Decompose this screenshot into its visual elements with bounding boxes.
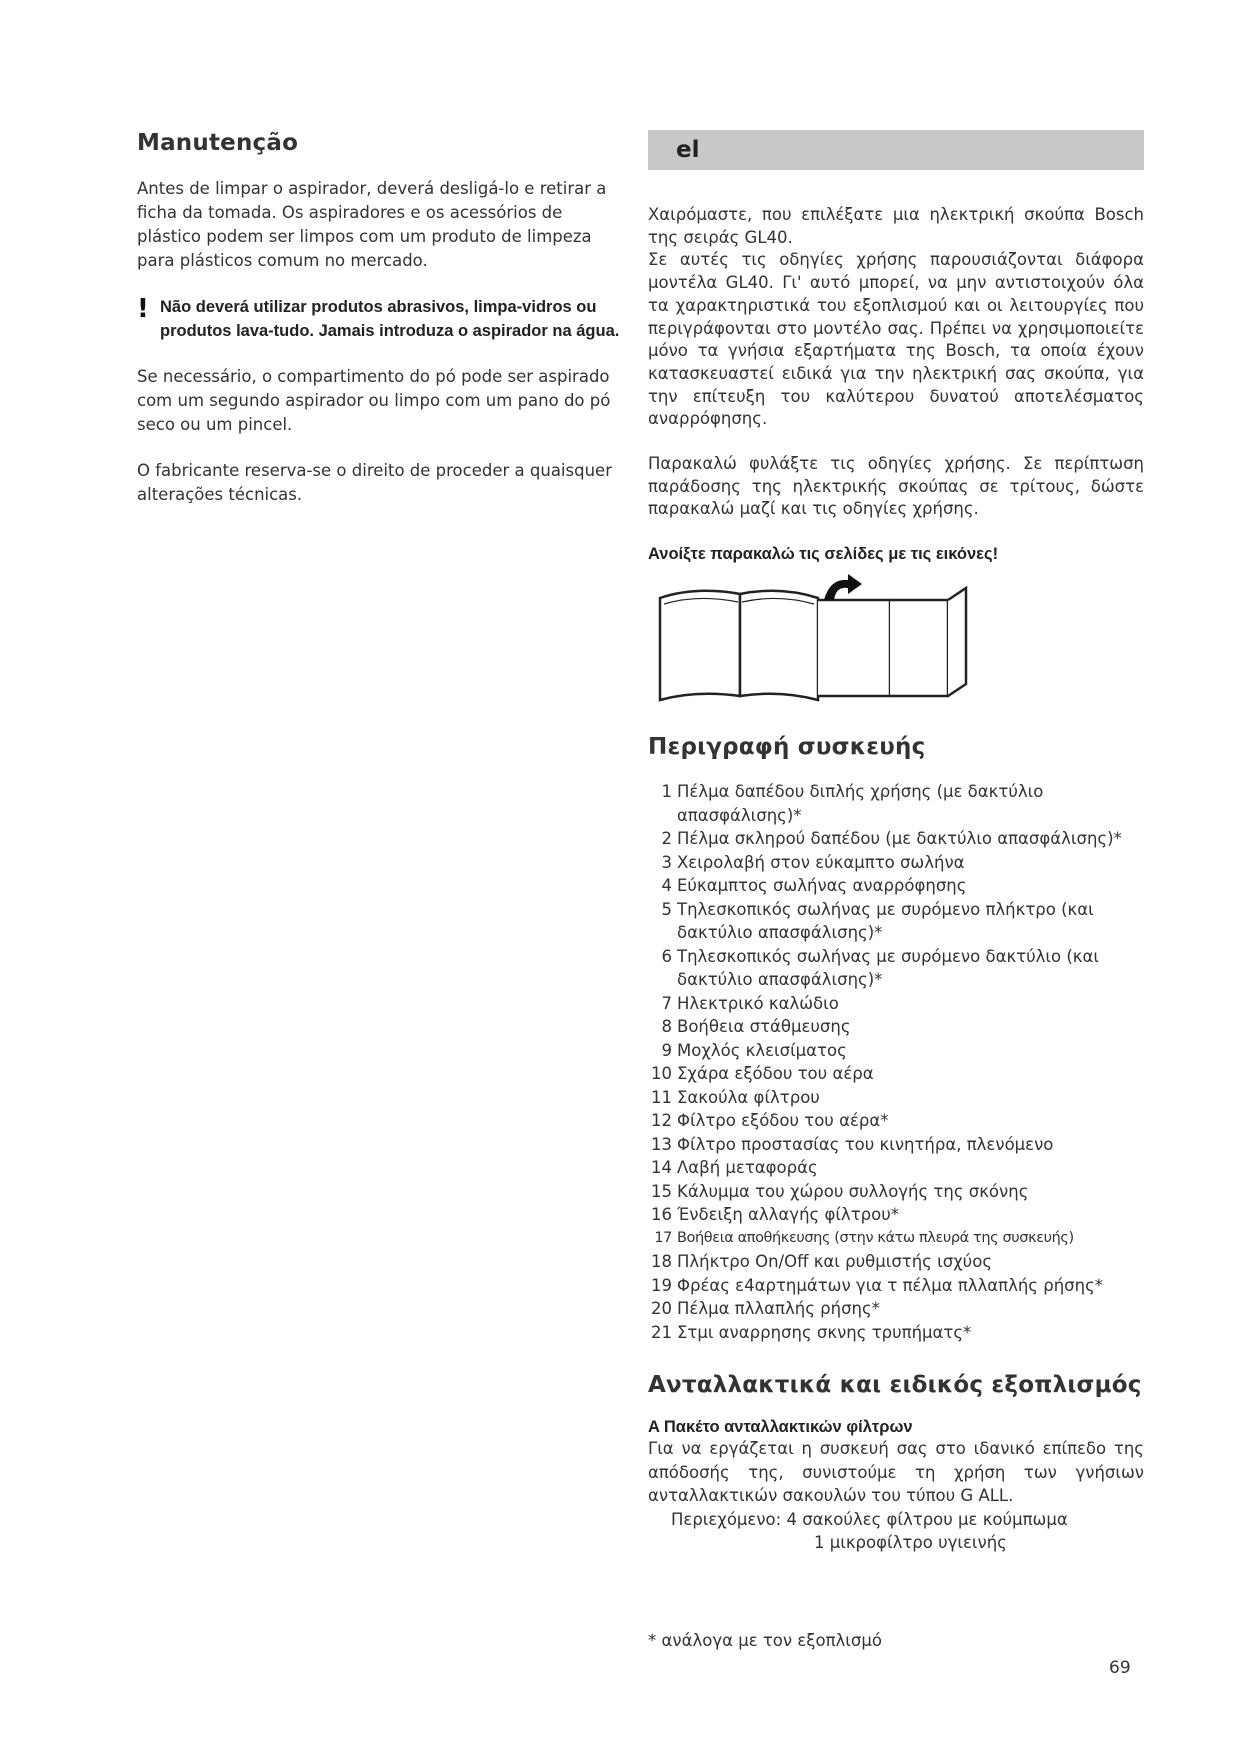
parts-list-item (648, 1274, 1144, 1298)
part-label: Μοχλός κλεισίματος (677, 1040, 847, 1060)
contents-item-2: 1 μικροφίλτρο υγιεινής (814, 1532, 1007, 1552)
parts-list-item (648, 1321, 1144, 1345)
part-number: 8 (661, 1017, 672, 1037)
part-label: Πέλμα σκληρού δαπέδου (με δακτύλιο απασφάλισης)* (677, 829, 1122, 849)
intro-paragraph-1: Χαιρόμαστε, που επιλέξατε μια ηλεκτρική σκούπα Bosch της σειράς GL40. (648, 205, 1144, 247)
parts-list-item (648, 898, 1144, 945)
parts-list (648, 780, 1144, 1344)
intro-paragraph-3: Παρακαλώ φυλάξτε τις οδηγίες χρήσης. Σε περίπτωση παράδοσης της ηλεκτρικής σκούπας σε τρίτους, δώστε παρακαλώ μαζί και τις οδηγίες χρήσης. (648, 454, 1144, 519)
page-number: 69 (1109, 1658, 1131, 1678)
part-label: Στμι αναρρησης σκνης τρυπήματς* (677, 1322, 972, 1342)
warning-icon: ! (137, 294, 149, 324)
spare-parts-text: Για να εργάζεται η συσκευή σας στο ιδανικό επίπεδο της απόδοσής της, συνιστούμε τη χρήση των γνήσιων ανταλλακτικών σακουλών του τύπου G ALL. (648, 1439, 1144, 1506)
warning-text: Não deverá utilizar produtos abrasivos, limpa-vidros ou produtos lava-tudo. Jamais introduza o aspirador na água. (160, 298, 620, 340)
maintenance-paragraph-1: Antes de limpar o aspirador, deverá desligá-lo e retirar a ficha da tomada. Os aspiradores e os acessórios de plástico podem ser limpos com um produto de limpeza para plásticos comum no mercado. (137, 179, 607, 270)
part-label: Πέλμα δαπέδου διπλής χρήσης (με δακτύλιο απασφάλισης)* (677, 782, 1044, 825)
part-label: Λαβή μεταφοράς (677, 1158, 818, 1178)
language-header (648, 130, 1144, 170)
part-label: Φρέας ε4αρτημάτων για τ πέλμα πλλαπλής ρήσης* (677, 1275, 1104, 1295)
parts-list-item (648, 1086, 1144, 1110)
part-label: Χειρολαβή στον εύκαμπτο σωλήνα (677, 852, 965, 872)
maintenance-paragraph-3: O fabricante reserva-se o direito de proceder a quaisquer alterações técnicas. (137, 461, 612, 504)
section-title-maintenance: Manutenção (137, 130, 299, 156)
part-number: 15 (651, 1181, 672, 1201)
part-label: Βοήθεια αποθήκευσης (στην κάτω πλευρά της συσκευής) (677, 1229, 1074, 1246)
parts-list-item (648, 945, 1144, 992)
part-number: 6 (661, 946, 672, 966)
parts-list-item (648, 1203, 1144, 1227)
contents-item-1: 4 σακούλες φίλτρου με κούμπωμα (786, 1509, 1068, 1529)
parts-list-item (648, 1227, 1144, 1251)
part-number: 12 (651, 1111, 672, 1131)
part-label: Σακούλα φίλτρου (677, 1087, 820, 1107)
parts-list-item (648, 1015, 1144, 1039)
parts-list-item (648, 780, 1144, 827)
part-label: Πέλμα πλλαπλής ρήσης* (677, 1299, 880, 1319)
part-number: 4 (661, 876, 672, 896)
part-number: 1 (661, 782, 672, 802)
part-label: Πλήκτρο On/Off και ρυθμιστής ισχύος (677, 1252, 993, 1272)
warning-block (137, 295, 627, 343)
part-label: Φίλτρο προστασίας του κινητήρα, πλενόμενο (677, 1134, 1054, 1154)
part-number: 21 (651, 1322, 672, 1342)
footnote: * ανάλογα με τον εξοπλισμό (648, 1631, 882, 1650)
part-label: Σχάρα εξόδου του αέρα (677, 1064, 874, 1084)
part-label: Τηλεσκοπικός σωλήνας με συρόμενο πλήκτρο (και δακτύλιο απασφάλισης)* (677, 899, 1094, 943)
parts-list-item (648, 827, 1144, 851)
part-number: 13 (651, 1134, 672, 1154)
part-number: 3 (661, 852, 672, 872)
spare-parts-subtitle: A Πακέτο ανταλλακτικών φίλτρων (648, 1418, 913, 1437)
language-code: el (676, 137, 700, 163)
package-contents (648, 1508, 1144, 1554)
section-title-spare-parts: Ανταλλακτικά και ειδικός εξοπλισμός (648, 1372, 1142, 1399)
part-number: 20 (651, 1299, 672, 1319)
part-number: 7 (661, 993, 672, 1013)
part-label: Ένδειξη αλλαγής φίλτρου* (677, 1205, 899, 1225)
parts-list-item (648, 1039, 1144, 1063)
part-label: Τηλεσκοπικός σωλήνας με συρόμενο δακτύλιο (και δακτύλιο απασφάλισης)* (677, 946, 1099, 990)
part-number: 14 (651, 1158, 672, 1178)
foldout-pages-illustration (648, 572, 988, 702)
part-label: Φίλτρο εξόδου του αέρα* (677, 1111, 889, 1131)
part-label: Ηλεκτρικό καλώδιο (677, 993, 839, 1013)
part-number: 5 (661, 899, 672, 919)
maintenance-paragraph-2: Se necessário, o compartimento do pó pode ser aspirado com um segundo aspirador ou limpo com um pano do pó seco ou um pincel. (137, 367, 611, 434)
part-number: 10 (651, 1064, 672, 1084)
right-column (648, 130, 1144, 1554)
part-label: Εύκαμπτος σωλήνας αναρρόφησης (677, 876, 967, 896)
parts-list-item (648, 992, 1144, 1016)
parts-list-item (648, 1180, 1144, 1204)
section-title-description: Περιγραφή συσκευής (648, 734, 926, 761)
contents-label: Περιεχόμενο: (671, 1509, 782, 1529)
part-number: 19 (651, 1275, 672, 1295)
parts-list-item (648, 1156, 1144, 1180)
part-label: Κάλυμμα του χώρου συλλογής της σκόνης (677, 1181, 1029, 1201)
parts-list-item (648, 874, 1144, 898)
parts-list-item (648, 1297, 1144, 1321)
part-number: 17 (654, 1229, 672, 1246)
parts-list-item (648, 1109, 1144, 1133)
part-number: 18 (651, 1252, 672, 1272)
open-pages-note: Ανοίξτε παρακαλώ τις σελίδες με τις εικόνες! (648, 545, 999, 564)
parts-list-item (648, 1062, 1144, 1086)
part-number: 11 (651, 1087, 672, 1107)
parts-list-item (648, 1133, 1144, 1157)
part-number: 9 (661, 1040, 672, 1060)
part-label: Βοήθεια στάθμευσης (677, 1017, 851, 1037)
parts-list-item (648, 1250, 1144, 1274)
intro-paragraph-2: Σε αυτές τις οδηγίες χρήσης παρουσιάζονται διάφορα μοντέλα GL40. Γι' αυτό μπορεί, να μην αντιστοιχούν όλα τα χαρακτηριστικά του εξοπλισμού και οι λειτουργίες που περιγράφονται στο μοντέλο σας. Πρέπει να χρησιμοποιείτε μόνο τα γνήσια εξαρτήματα της Bosch, τα οποία έχουν κατασκευαστεί ειδικά για την ηλεκτρική σας σκούπα, για την επίτευξη του καλύτερου δυνατού αποτελέσματος αναρρόφησης. (648, 250, 1144, 429)
part-number: 2 (661, 829, 672, 849)
part-number: 16 (651, 1205, 672, 1225)
left-column (137, 130, 627, 507)
parts-list-item (648, 851, 1144, 875)
